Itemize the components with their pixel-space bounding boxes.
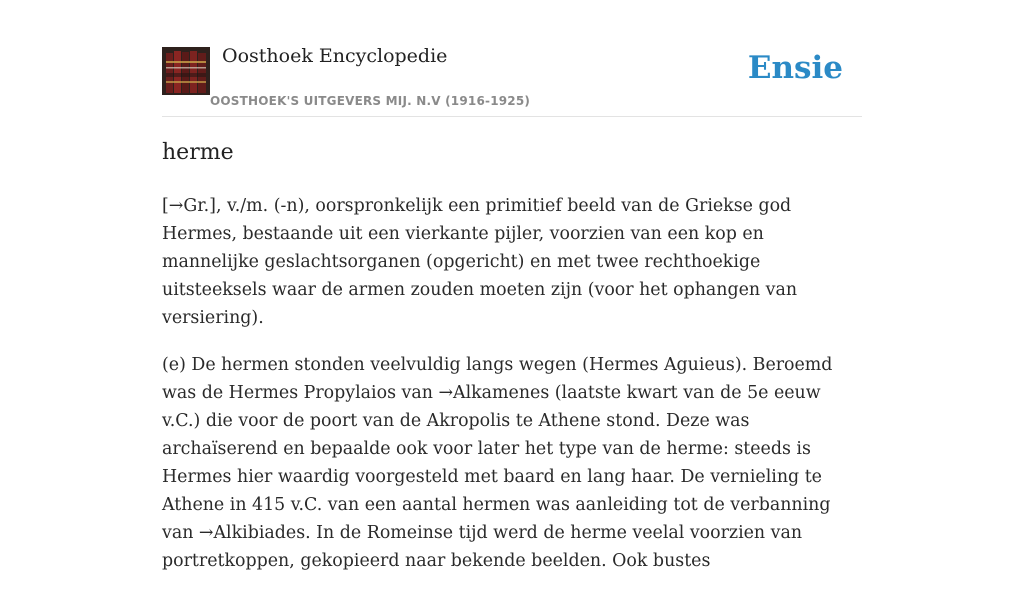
article-paragraph: (e) De hermen stonden veelvuldig langs wegen (Hermes Aguieus). Beroemd was de Hermes Propylaios van →Alkamenes (laatste kwart van de 5e eeuw v.C.) die voor de poort van de Akropolis te Athene stond. Deze was archaïserend en bepaalde ook voor later het type van de herme: steeds is Hermes hier waardig voorgesteld met baard en lang haar. De vernieling te Athene in 415 v.C. van een aantal hermen was aanleiding tot de verbanning van →Alkibiades. In de Romeinse tijd werd de herme veelal voorzien van portretkoppen, gekopieerd naar bekende beelden. Ook bustes <box>162 355 833 571</box>
article-paragraph: [→Gr.], v./m. (-n), oorspronkelijk een primitief beeld van de Griekse god Hermes, bestaande uit een vierkante pijler, voorzien van een kop en mannelijke geslachtsorganen (opgericht) en met twee rechthoekige uitsteeksels waar de armen zouden moeten zijn (voor het ophangen van versiering). <box>162 196 798 328</box>
brand-logo[interactable]: Ensie <box>747 50 843 86</box>
article-body <box>162 192 862 594</box>
encyclopedia-books-icon[interactable] <box>162 47 210 95</box>
site-header <box>162 0 862 117</box>
content-container <box>162 0 862 571</box>
publication-name[interactable]: Oosthoek Encyclopedie <box>222 45 448 67</box>
article-title: herme <box>162 140 234 165</box>
publisher-line: OOSTHOEK'S UITGEVERS MIJ. N.V (1916-1925) <box>210 94 531 108</box>
